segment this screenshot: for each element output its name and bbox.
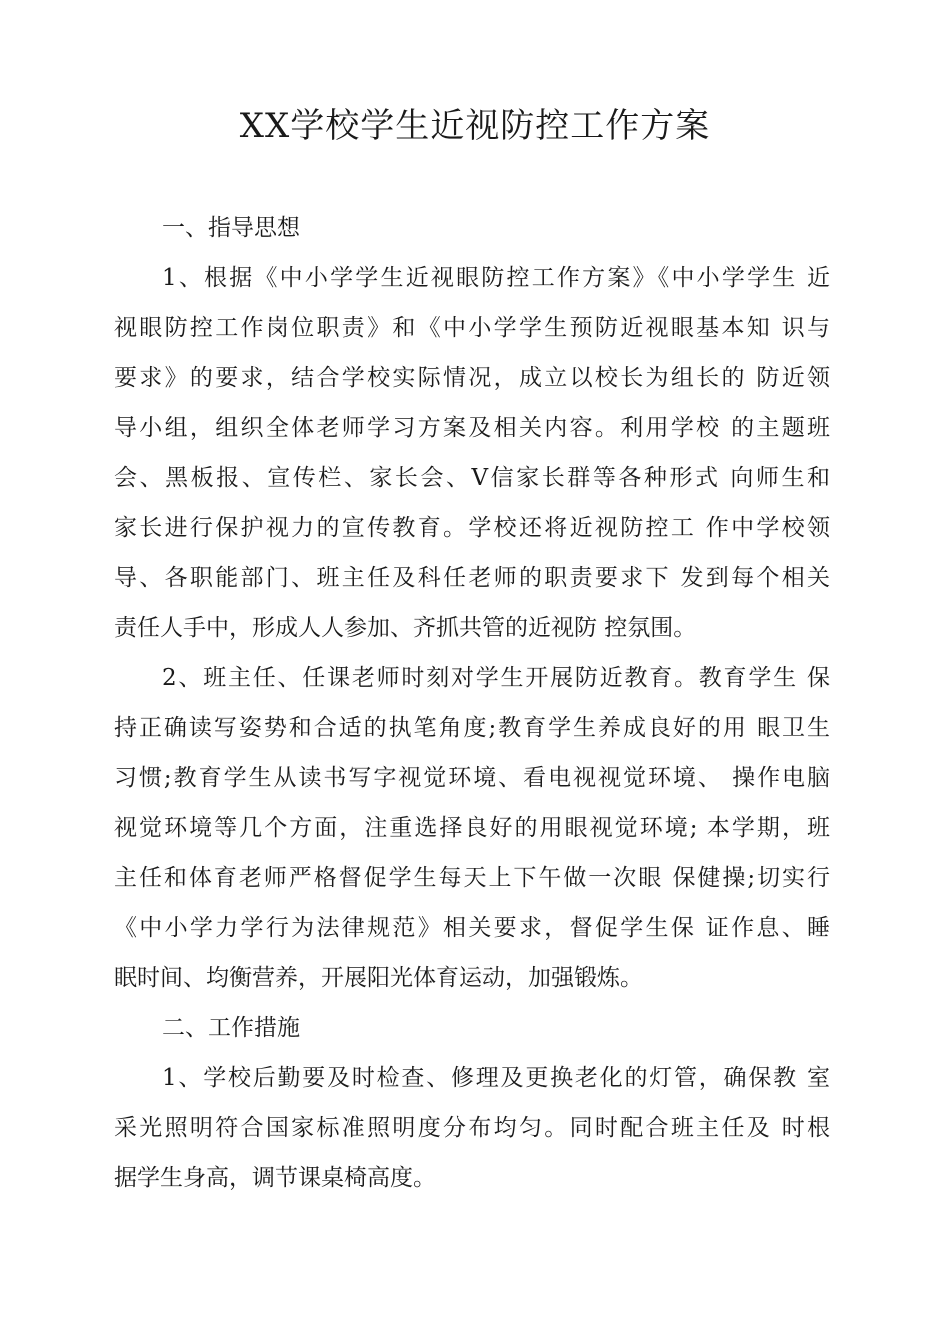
text-line: 1、学校后勤要及时检查、修理及更换老化的灯管，确保教 室 <box>162 1065 830 1091</box>
text-line: 眠时间、均衡营养，开展阳光体育运动，加强锻炼。 <box>114 965 643 991</box>
text-line: 要求》的要求，结合学校实际情况，成立以校长为组长的 防近领 <box>114 365 830 391</box>
text-line: 习惯;教育学生从读书写字视觉环境、看电视视觉环境、 操作电脑 <box>114 765 830 791</box>
text-line: 视觉环境等几个方面，注重选择良好的用眼视觉环境; 本学期，班 <box>114 815 830 841</box>
text-line: 采光照明符合国家标准照明度分布均匀。同时配合班主任及 时根 <box>114 1115 830 1141</box>
paragraph-1-2 <box>114 653 830 1003</box>
section-heading-work-measures: 二、工作措施 <box>162 1015 300 1041</box>
text-line: 持正确读写姿势和合适的执笔角度;教育学生养成良好的用 眼卫生 <box>114 715 830 741</box>
text-line: 《中小学力学行为法律规范》相关要求，督促学生保 证作息、睡 <box>114 915 830 941</box>
text-line: 导小组，组织全体老师学习方案及相关内容。利用学校 的主题班 <box>114 415 830 441</box>
paragraph-2-1 <box>114 1053 830 1203</box>
text-line: 1、根据《中小学学生近视眼防控工作方案》《中小学学生 近 <box>162 265 830 291</box>
text-line: 视眼防控工作岗位职责》和《中小学学生预防近视眼基本知 识与 <box>114 315 830 341</box>
text-line: 主任和体育老师严格督促学生每天上下午做一次眼 保健操;切实行 <box>114 865 830 891</box>
text-line: 家长进行保护视力的宣传教育。学校还将近视防控工 作中学校领 <box>114 515 830 541</box>
section-heading-guiding-ideology: 一、指导思想 <box>162 215 300 241</box>
text-line: 2、班主任、任课老师时刻对学生开展防近教育。教育学生 保 <box>162 665 830 691</box>
paragraph-1-1 <box>114 253 830 653</box>
document-title: XX学校学生近视防控工作方案 <box>239 106 711 146</box>
document-body <box>114 203 830 1203</box>
text-line: 导、各职能部门、班主任及科任老师的职责要求下 发到每个相关 <box>114 565 830 591</box>
text-line: 据学生身高，调节课桌椅高度。 <box>114 1165 436 1191</box>
text-line: 责任人手中，形成人人参加、齐抓共管的近视防 控氛围。 <box>114 615 697 641</box>
text-line: 会、黑板报、宣传栏、家长会、V信家长群等各种形式 向师生和 <box>114 465 830 491</box>
